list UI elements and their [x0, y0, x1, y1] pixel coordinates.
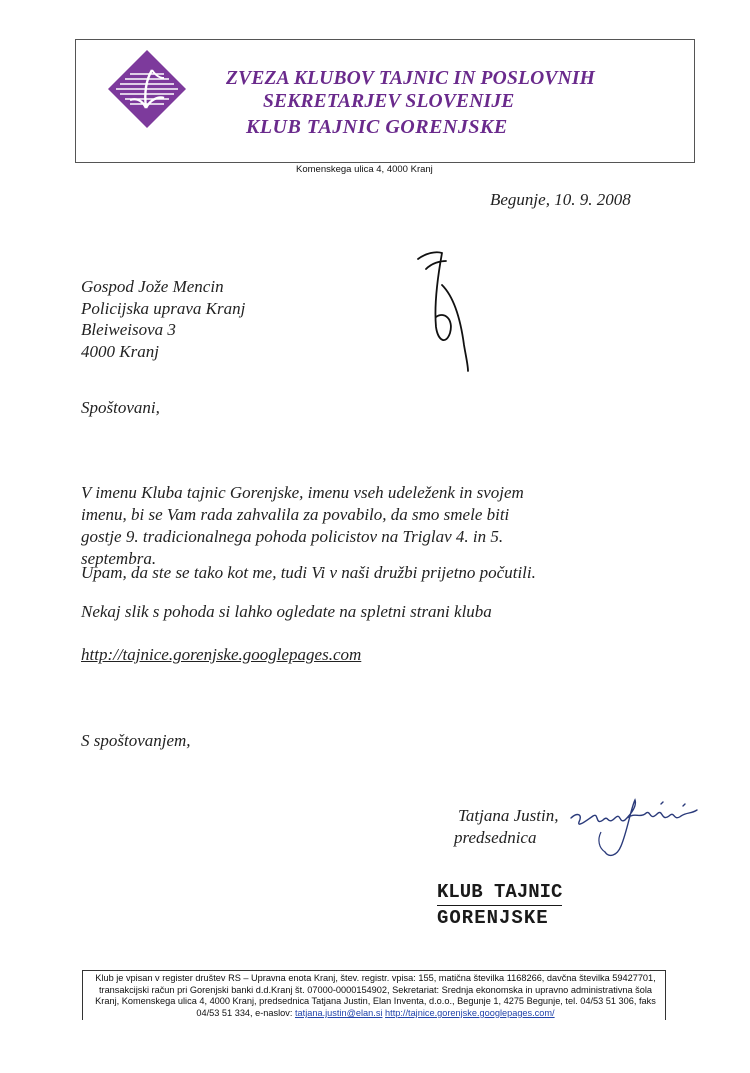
- footer-website-link[interactable]: http://tajnice.gorenjske.googlepages.com/: [385, 1007, 555, 1018]
- recipient-name: Gospod Jože Mencin: [81, 277, 224, 296]
- body-paragraph-photos: Nekaj slik s pohoda si lahko ogledate na spletni strani kluba: [81, 602, 492, 621]
- signer-title: predsednica: [454, 828, 537, 847]
- org-name-line1: ZVEZA KLUBOV TAJNIC IN POSLOVNIH: [226, 68, 596, 89]
- handwritten-initials-mark: [412, 245, 482, 375]
- org-name-line2: SEKRETARJEV SLOVENIJE: [263, 91, 515, 112]
- body-paragraph-hope: Upam, da ste se tako kot me, tudi Vi v naši družbi prijetno počutili.: [81, 563, 536, 582]
- stamp-line2: GORENJSKE: [437, 907, 549, 929]
- club-stamp: [437, 880, 562, 930]
- signer-name: Tatjana Justin,: [458, 806, 559, 825]
- handwritten-signature: [565, 792, 715, 862]
- recipient-address-block: [81, 276, 245, 362]
- footer-text: Klub je vpisan v register društev RS – Upravna enota Kranj, štev. registr. vpisa: 155, matična številka 1168266, davčna številka 59427701, transakcijski račun pri Gorenjski banki d.d.Kranj št. 07000-0000154902, Sekretariat: Srednja ekonomska in upravno administrativna šola Kranj, Komenskega ulica 4, 4000 Kranj, predsednica Tatjana Justin, Elan Inventa, d.o.o., Begunje 1, 4275 Begunje, tel. 04/53 51 306, faks 04/53 51 334, e-naslov:: [95, 973, 656, 1018]
- letterhead-address: Komenskega ulica 4, 4000 Kranj: [296, 164, 433, 175]
- letterhead-box: [75, 39, 695, 163]
- club-website-link[interactable]: http://tajnice.gorenjske.googlepages.com: [81, 645, 362, 664]
- letter-closing: S spoštovanjem,: [81, 731, 191, 750]
- letter-greeting: Spoštovani,: [81, 398, 160, 417]
- recipient-street: Bleiweisova 3: [81, 320, 176, 339]
- recipient-organization: Policijska uprava Kranj: [81, 298, 246, 318]
- body-paragraph-thanks: V imenu Kluba tajnic Gorenjske, imenu vseh udeleženk in svojem imenu, bi se Vam rada zahvalila za povabilo, da smo smele biti gostje 9. tradicionalnega pohoda policistov na Triglav 4. in 5. septembra.: [81, 483, 524, 568]
- club-name: KLUB TAJNIC GORENJSKE: [246, 116, 508, 138]
- footer-email-link[interactable]: tatjana.justin@elan.si: [294, 1007, 383, 1018]
- stamp-line1: KLUB TAJNIC: [437, 880, 562, 906]
- footer-registration-info: [88, 973, 663, 1019]
- purple-diamond-logo-icon: [106, 48, 188, 130]
- recipient-city: 4000 Kranj: [81, 341, 159, 361]
- letter-date: Begunje, 10. 9. 2008: [490, 190, 631, 209]
